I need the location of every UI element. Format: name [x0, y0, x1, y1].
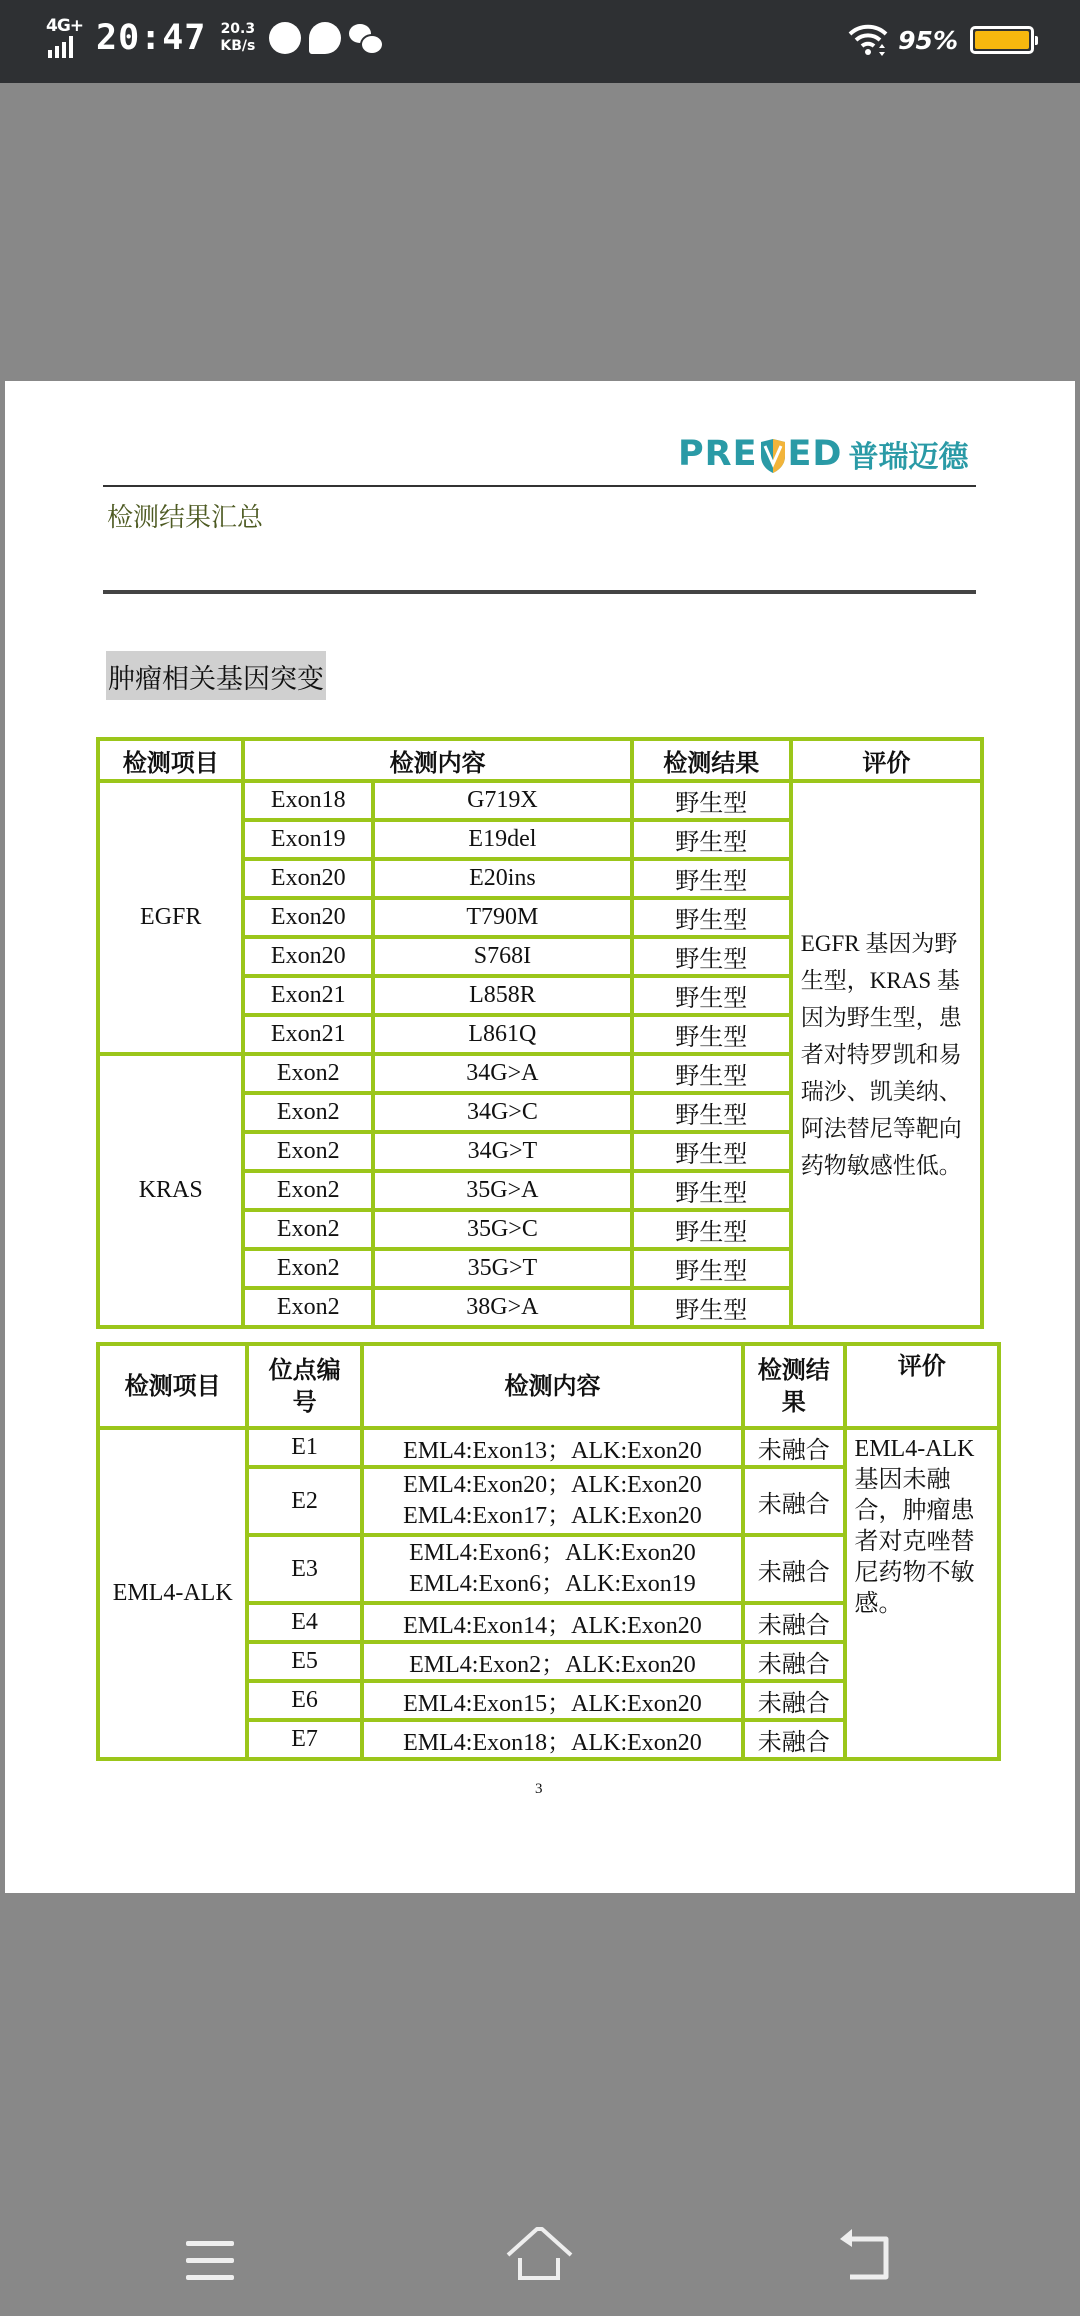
comment-cell: EML4-ALK 基因未融合，肿瘤患者对克唑替尼药物不敏感。 [845, 1428, 999, 1759]
result: 未融合 [743, 1535, 844, 1603]
result: 未融合 [743, 1603, 844, 1642]
mutation: 35G>C [373, 1210, 632, 1249]
logo-text-right: ED [787, 434, 843, 474]
result: 野生型 [632, 1093, 791, 1132]
result: 野生型 [632, 898, 791, 937]
result: 野生型 [632, 1210, 791, 1249]
header-item: 检测项目 [98, 1344, 247, 1428]
navigation-bar [0, 2200, 1080, 2316]
header-content: 检测内容 [243, 739, 631, 781]
fusion-table [96, 1342, 1001, 1761]
exon: Exon20 [243, 859, 373, 898]
menu-icon[interactable] [176, 2225, 246, 2295]
exon: Exon2 [243, 1249, 373, 1288]
gene-mutation-table [96, 737, 984, 1329]
mutation: 35G>T [373, 1249, 632, 1288]
exon: Exon2 [243, 1210, 373, 1249]
site: E1 [247, 1428, 362, 1467]
header-comment: 评价 [845, 1344, 999, 1428]
exon: Exon20 [243, 898, 373, 937]
content: EML4:Exon13；ALK:Exon20 [362, 1428, 743, 1467]
exon: Exon20 [243, 937, 373, 976]
clock: 20:47 [96, 18, 207, 58]
content-line: EML4:Exon6；ALK:Exon19 [409, 1571, 696, 1597]
header-result: 检测结果 [632, 739, 791, 781]
content: EML4:Exon18；ALK:Exon20 [362, 1720, 743, 1759]
content [362, 1467, 743, 1535]
result: 未融合 [743, 1720, 844, 1759]
header-item: 检测项目 [98, 739, 243, 781]
section-title: 检测结果汇总 [107, 503, 264, 533]
content-line: EML4:Exon17；ALK:Exon20 [403, 1503, 702, 1529]
mutation: E19del [373, 820, 632, 859]
result: 野生型 [632, 1288, 791, 1327]
network-speed [220, 21, 255, 55]
logo-text-left: PRE [678, 434, 758, 474]
home-icon[interactable] [505, 2225, 575, 2295]
header-site: 位点编号 [247, 1344, 362, 1428]
result: 野生型 [632, 1015, 791, 1054]
exon: Exon2 [243, 1054, 373, 1093]
gene-kras: KRAS [98, 1054, 243, 1327]
result: 未融合 [743, 1642, 844, 1681]
content-line: EML4:Exon6；ALK:Exon20 [409, 1540, 696, 1566]
exon: Exon19 [243, 820, 373, 859]
result: 野生型 [632, 1054, 791, 1093]
result: 野生型 [632, 859, 791, 898]
speed-unit: KB/s [220, 38, 256, 54]
result: 野生型 [632, 976, 791, 1015]
gene-eml4-alk: EML4-ALK [98, 1428, 247, 1759]
network-type: 4G+ [46, 16, 84, 36]
status-bar [0, 0, 1080, 83]
table-header-row [98, 1344, 999, 1428]
header-content: 检测内容 [362, 1344, 743, 1428]
exon: Exon21 [243, 976, 373, 1015]
exon: Exon18 [243, 781, 373, 820]
exon: Exon21 [243, 1015, 373, 1054]
wechat-icon [349, 22, 381, 54]
gene-egfr: EGFR [98, 781, 243, 1054]
battery-percent: 95% [898, 25, 958, 55]
site: E5 [247, 1642, 362, 1681]
content: EML4:Exon2；ALK:Exon20 [362, 1642, 743, 1681]
header-result: 检测结果 [743, 1344, 844, 1428]
site: E7 [247, 1720, 362, 1759]
content [362, 1535, 743, 1603]
header-divider [103, 485, 976, 487]
site: E3 [247, 1535, 362, 1603]
content: EML4:Exon15；ALK:Exon20 [362, 1681, 743, 1720]
exon: Exon2 [243, 1171, 373, 1210]
exon: Exon2 [243, 1132, 373, 1171]
result: 未融合 [743, 1428, 844, 1467]
site: E4 [247, 1603, 362, 1642]
result: 野生型 [632, 1249, 791, 1288]
result: 未融合 [743, 1467, 844, 1535]
shield-logo-icon [759, 438, 787, 474]
result: 野生型 [632, 1171, 791, 1210]
result: 野生型 [632, 937, 791, 976]
subsection-title: 肿瘤相关基因突变 [106, 651, 326, 700]
mutation: L858R [373, 976, 632, 1015]
page-number: 3 [535, 1781, 543, 1797]
header-comment: 评价 [791, 739, 982, 781]
mutation: T790M [373, 898, 632, 937]
exon: Exon2 [243, 1288, 373, 1327]
mutation: S768I [373, 937, 632, 976]
mutation: 34G>T [373, 1132, 632, 1171]
mutation: G719X [373, 781, 632, 820]
table-row [98, 1428, 999, 1467]
result: 未融合 [743, 1681, 844, 1720]
mutation: 35G>A [373, 1171, 632, 1210]
browser-icon [269, 22, 301, 54]
content-line: EML4:Exon20；ALK:Exon20 [403, 1472, 702, 1498]
speed-value: 20.3 [220, 21, 256, 37]
table-header-row [98, 739, 982, 781]
exon: Exon2 [243, 1093, 373, 1132]
battery-icon [970, 26, 1034, 54]
site: E6 [247, 1681, 362, 1720]
company-logo [678, 432, 968, 476]
site: E2 [247, 1467, 362, 1535]
mutation: 34G>A [373, 1054, 632, 1093]
mutation: 38G>A [373, 1288, 632, 1327]
comment-cell: EGFR 基因为野生型，KRAS 基因为野生型，患者对特罗凯和易瑞沙、凯美纳、阿法替尼等靶向药物敏感性低。 [791, 781, 982, 1327]
back-icon[interactable] [836, 2225, 906, 2295]
logo-text-cn: 普瑞迈德 [848, 440, 969, 475]
result: 野生型 [632, 781, 791, 820]
mutation: L861Q [373, 1015, 632, 1054]
message-icon [309, 22, 341, 54]
mutation: 34G>C [373, 1093, 632, 1132]
mutation: E20ins [373, 859, 632, 898]
table-row [98, 781, 982, 820]
wifi-icon [848, 20, 888, 60]
section-divider [103, 590, 976, 594]
cellular-signal-icon [46, 18, 90, 58]
result: 野生型 [632, 1132, 791, 1171]
content: EML4:Exon14；ALK:Exon20 [362, 1603, 743, 1642]
result: 野生型 [632, 820, 791, 859]
